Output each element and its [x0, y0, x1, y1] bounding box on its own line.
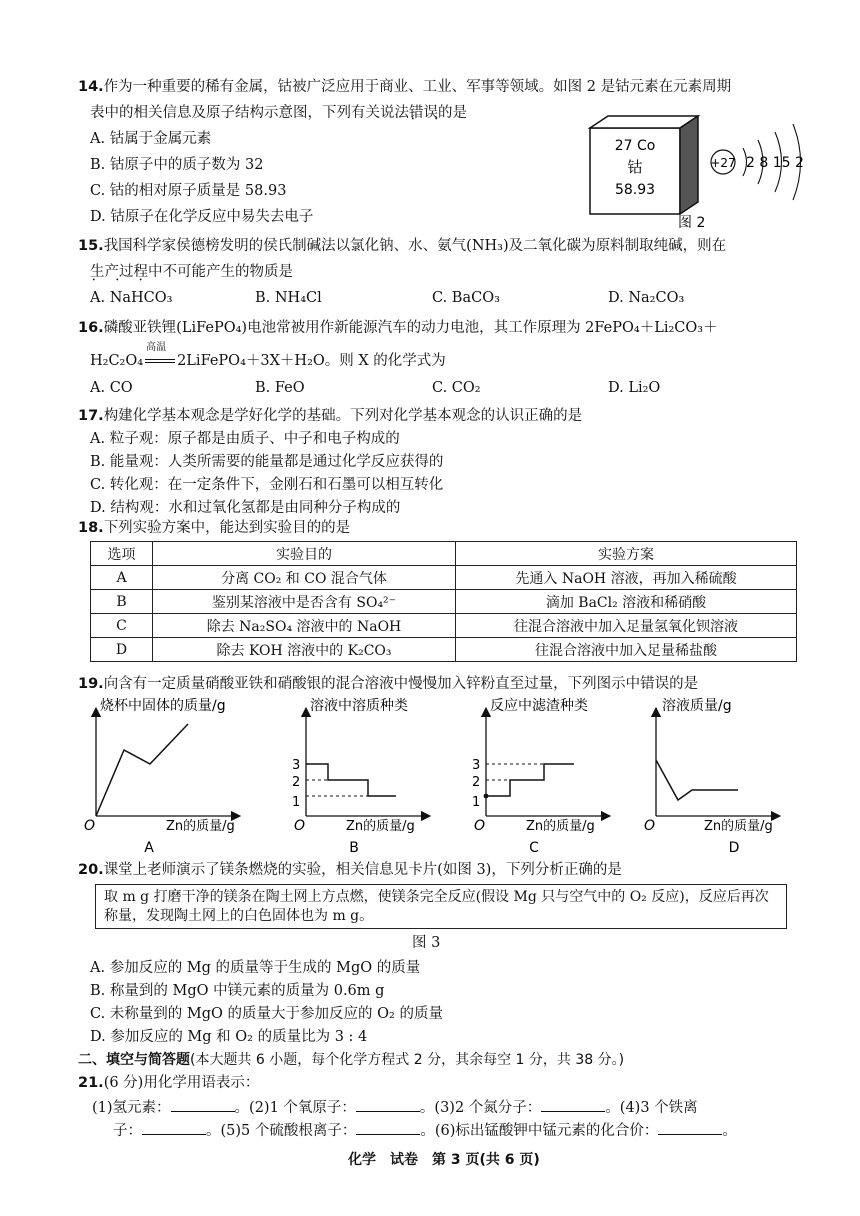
q16-stem-line1: 磷酸亚铁锂(LiFePO₄)电池常被用作新能源汽车的动力电池，其工作原理为 2FePO₄＋Li₂CO₃＋ — [103, 320, 718, 336]
q14-stem-b: 的是 — [438, 105, 467, 121]
graph-c-ytick: 1 — [472, 795, 481, 810]
graph-c — [472, 697, 606, 854]
reaction-arrow — [143, 342, 177, 371]
q17-option-c: C. 转化观：在一定条件下，金刚石和石墨可以相互转化 — [90, 477, 444, 493]
element-number-symbol: 27 Co — [614, 138, 656, 154]
reaction-condition: 高温 — [146, 342, 167, 353]
atomic-structure-diagram — [710, 124, 804, 200]
table-cell: 往混合溶液中加入足量氢氧化钡溶液 — [456, 614, 797, 638]
figure-3-caption: 图 3 — [412, 935, 441, 951]
q20-stem: 课堂上老师演示了镁条燃烧的实验，相关信息见卡片(如图 3)，下列分析正确的是 — [103, 862, 622, 878]
answer-blank[interactable] — [356, 1097, 420, 1112]
graph-c-xlabel: Zn的质量/g — [526, 819, 595, 834]
graph-b-ytick: 2 — [292, 775, 301, 790]
q21-part1: (1)氢元素： — [92, 1100, 171, 1116]
page-footer: 化学 试卷 第 3 页(共 6 页) — [348, 1152, 540, 1168]
q17-option-b: B. 能量观：人类所需要的能量都是通过化学反应获得的 — [90, 454, 444, 470]
answer-blank[interactable] — [541, 1097, 605, 1112]
q14-option-d: D. 钴原子在化学反应中易失去电子 — [90, 209, 314, 225]
answer-blank[interactable] — [356, 1120, 420, 1135]
electron-shells: 2 8 15 2 — [746, 155, 804, 171]
q21-end: 。 — [722, 1123, 737, 1139]
q15-stem-b: 产生的物质是 — [206, 264, 293, 280]
answer-blank[interactable] — [142, 1120, 206, 1135]
q16-option-c: C. CO₂ — [432, 380, 481, 396]
q21-line1 — [92, 1097, 698, 1118]
q15-option-a: A. NaHCO₃ — [90, 290, 173, 306]
q17-stem: 构建化学基本观念是学好化学的基础。下列对化学基本观念的认识正确的是 — [103, 408, 583, 424]
q15-option-d: D. Na₂CO₃ — [608, 290, 685, 306]
figure-2-caption: 图 2 — [678, 215, 706, 231]
table-cell: 鉴别某溶液中是否含有 SO₄²⁻ — [153, 590, 456, 614]
graph-c-letter: C — [529, 840, 539, 854]
graph-a-ylabel: 烧杯中固体的质量/g — [100, 698, 226, 714]
q18-number: 18. — [78, 520, 104, 536]
q16-number: 16. — [78, 320, 104, 336]
q14-line2 — [90, 103, 467, 123]
graph-c-ytick: 3 — [472, 758, 481, 773]
graph-a-origin: O — [84, 818, 96, 834]
graph-d-curve — [656, 760, 738, 800]
table-header-row — [91, 542, 797, 566]
q21-line2 — [113, 1120, 737, 1141]
q14-option-a: A. 钴属于金属元素 — [90, 131, 212, 147]
answer-blank[interactable] — [658, 1120, 722, 1135]
q18-stem: 下列实验方案中，能达到实验目的的是 — [103, 520, 351, 536]
nucleus-charge: +27 — [710, 156, 736, 170]
experiment-table — [90, 541, 797, 662]
table-cell: 除去 KOH 溶液中的 K₂CO₃ — [153, 638, 456, 662]
table-cell: 先通入 NaOH 溶液，再加入稀硫酸 — [456, 566, 797, 590]
table-cell: B — [91, 590, 153, 614]
element-mass: 58.93 — [614, 182, 656, 198]
q20-option-d: D. 参加反应的 Mg 和 O₂ 的质量比为 3 : 4 — [90, 1029, 368, 1045]
q15-line1 — [78, 236, 726, 256]
table-cell: A — [91, 566, 153, 590]
q21-part5: 。(5)5 个硫酸根离子： — [206, 1123, 357, 1139]
figure-2 — [560, 110, 820, 234]
table-header: 实验目的 — [153, 542, 456, 566]
section-2-title: 二、填空与简答题 — [78, 1052, 190, 1068]
q20-option-b: B. 称量到的 MgO 中镁元素的质量为 0.6m g — [90, 983, 385, 999]
q20-stem-line — [78, 860, 622, 880]
q14-stem-line1: 作为一种重要的稀有金属，钴被广泛应用于商业、工业、军事等领域。如图 2 是钴元素在元素周期 — [103, 79, 732, 95]
table-cell: 分离 CO₂ 和 CO 混合气体 — [153, 566, 456, 590]
q19-number: 19. — [78, 676, 104, 692]
q14-option-b: B. 钴原子中的质子数为 32 — [90, 157, 264, 173]
q21-part2: 。(2)1 个氧原子： — [234, 1100, 356, 1116]
graph-b-letter: B — [349, 840, 359, 854]
q17-option-d: D. 结构观：水和过氧化氢都是由同种分子构成的 — [90, 500, 401, 516]
q20-option-a: A. 参加反应的 Mg 的质量等于生成的 MgO 的质量 — [90, 960, 421, 976]
q20-option-c: C. 未称量到的 MgO 的质量大于参加反应的 O₂ 的质量 — [90, 1006, 443, 1022]
q17-stem-line — [78, 406, 582, 426]
q16-option-b: B. FeO — [255, 380, 305, 396]
graph-d — [644, 697, 776, 854]
q19-stem-line — [78, 674, 698, 694]
q17-number: 17. — [78, 408, 104, 424]
info-card: 取 m g 打磨干净的镁条在陶土网上方点燃，使镁条完全反应(假设 Mg 只与空气中的 O₂ 反应)，反应后再次称量，发现陶土网上的白色固体也为 m g。 — [95, 884, 787, 929]
q15-stem-a: 生产过程中 — [90, 264, 163, 280]
table-header: 选项 — [91, 542, 153, 566]
q15-line2 — [90, 262, 293, 282]
q17-option-a: A. 粒子观：原子都是由质子、中子和电子构成的 — [90, 431, 400, 447]
q19-graphs — [84, 694, 814, 854]
table-row — [91, 590, 797, 614]
table-cell: D — [91, 638, 153, 662]
table-cell: C — [91, 614, 153, 638]
graph-b-xlabel: Zn的质量/g — [346, 819, 415, 834]
q14-option-c: C. 钴的相对原子质量是 58.93 — [90, 183, 287, 199]
answer-blank[interactable] — [171, 1097, 235, 1112]
q16-stem-b: 2LiFePO₄＋3X＋H₂O。则 X 的化学式为 — [177, 353, 446, 369]
table-row — [91, 566, 797, 590]
q21-part4b: 子： — [113, 1123, 142, 1139]
graph-c-origin: O — [474, 818, 486, 834]
q21-part6: 。(6)标出锰酸钾中锰元素的化合价： — [420, 1123, 659, 1139]
q15-stem-line1: 我国科学家侯德榜发明的侯氏制碱法以氯化钠、水、氨气(NH₃)及二氧化碳为原料制取纯碱，则在 — [103, 238, 727, 254]
graph-c-ytick: 2 — [472, 775, 481, 790]
q16-option-d: D. Li₂O — [608, 380, 661, 396]
q18-stem-line — [78, 518, 350, 538]
q21-stem: (6 分)用化学用语表示： — [103, 1075, 260, 1091]
section-2-note: (本大题共 6 小题，每个化学方程式 2 分，其余每空 1 分，共 38 分。) — [190, 1052, 625, 1068]
q21-stem-line — [78, 1073, 259, 1093]
graph-a-curve — [96, 724, 188, 816]
table-cell: 往混合溶液中加入足量稀盐酸 — [456, 638, 797, 662]
q21-number: 21. — [78, 1075, 104, 1091]
q19-stem: 向含有一定质量硝酸亚铁和硝酸银的混合溶液中慢慢加入锌粉直至过量，下列图示中错误的是 — [103, 676, 699, 692]
graph-b-ytick: 3 — [292, 758, 301, 773]
q14-number: 14. — [78, 79, 104, 95]
q16-line2 — [90, 342, 446, 371]
table-row — [91, 638, 797, 662]
q15-emphasis: 不可能 • • • — [163, 264, 207, 280]
q21-part4: 。(4)3 个铁离 — [605, 1100, 698, 1116]
element-name: 钴 — [627, 158, 643, 176]
q16-option-a: A. CO — [90, 380, 133, 396]
graph-d-origin: O — [644, 818, 656, 834]
q21-part3: 。(3)2 个氮分子： — [419, 1100, 542, 1116]
table-cell: 滴加 BaCl₂ 溶液和稀硝酸 — [456, 590, 797, 614]
q16-line1 — [78, 318, 718, 338]
graph-c-ylabel: 反应中滤渣种类 — [490, 698, 588, 714]
q14-emphasis: 错误 • • — [409, 105, 438, 121]
periodic-cell — [590, 116, 698, 214]
section-2-heading — [78, 1050, 624, 1070]
q15-option-c: C. BaCO₃ — [432, 290, 500, 306]
table-row — [91, 614, 797, 638]
graph-b-origin: O — [294, 818, 306, 834]
q15-number: 15. — [78, 238, 104, 254]
q20-number: 20. — [78, 862, 104, 878]
table-header: 实验方案 — [456, 542, 797, 566]
graph-d-ylabel: 溶液质量/g — [662, 698, 732, 714]
graph-a — [84, 697, 236, 854]
graph-d-letter: D — [728, 840, 740, 854]
graph-d-xlabel: Zn的质量/g — [704, 819, 773, 834]
table-cell: 除去 Na₂SO₄ 溶液中的 NaOH — [153, 614, 456, 638]
graph-b — [292, 697, 426, 854]
graph-a-letter: A — [144, 840, 154, 854]
graph-b-ytick: 1 — [292, 795, 301, 810]
q14-line1 — [78, 77, 731, 97]
q16-stem-a: H₂C₂O₄ — [90, 353, 144, 369]
q15-option-b: B. NH₄Cl — [255, 290, 322, 306]
graph-b-ylabel: 溶液中溶质种类 — [310, 698, 408, 714]
q14-stem-a: 表中的相关信息及原子结构示意图，下列有关说法 — [90, 105, 409, 121]
graph-a-xlabel: Zn的质量/g — [166, 819, 235, 834]
